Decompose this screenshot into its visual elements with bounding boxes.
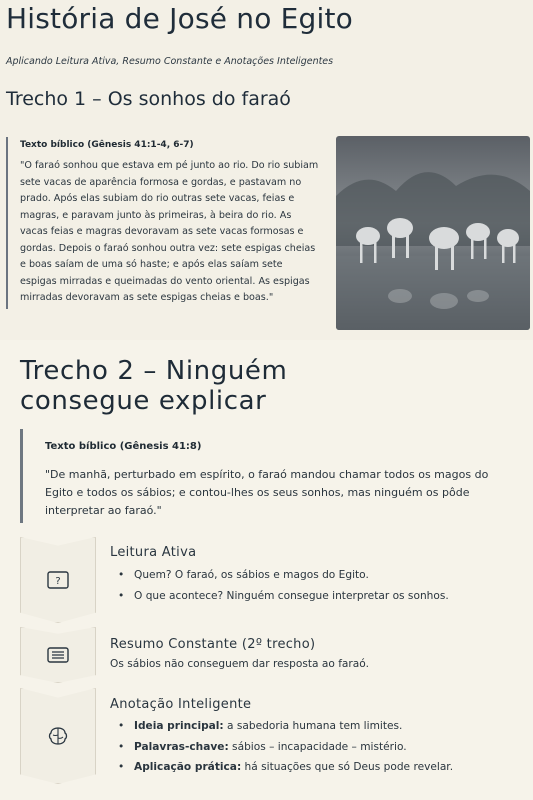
page-title: História de José no Egito xyxy=(6,2,354,35)
page-subtitle: Aplicando Leitura Ativa, Resumo Constante e Anotações Inteligentes xyxy=(6,56,334,67)
trecho1-quote xyxy=(6,137,322,309)
trecho2-text: "De manhã, perturbado em espírito, o faraó mandou chamar todos os magos do Egito e todos os sábios; e contou-lhes os seus sonhos, mas ninguém os pôde interpretar ao faraó." xyxy=(45,468,489,517)
trecho1-heading: Trecho 1 – Os sonhos do faraó xyxy=(6,88,291,110)
resumo-text: Os sábios não conseguem dar resposta ao faraó. xyxy=(110,658,369,670)
anotacao-item-text: sábios – incapacidade – mistério. xyxy=(228,740,407,753)
anotacao-item xyxy=(118,718,518,735)
brain-icon xyxy=(47,726,69,746)
leitura-item: • Quem? O faraó, os sábios e magos do Egito. xyxy=(118,567,518,584)
anotacao-item-label: Aplicação prática: xyxy=(134,761,242,773)
trecho1-reference: Texto bíblico (Gênesis 41:1-4, 6-7) xyxy=(20,140,194,150)
resumo-icon-panel xyxy=(20,627,96,683)
cows-river-image xyxy=(336,136,530,330)
question-icon xyxy=(47,571,69,589)
anotacao-item xyxy=(118,759,518,776)
leitura-item: • O que acontece? Ninguém consegue interpretar os sonhos. xyxy=(118,588,518,605)
trecho1-text: "O faraó sonhou que estava em pé junto ao rio. Do rio subiam sete vacas de aparência formosa e gordas, e pastavam no prado. Após elas subiam do rio outras sete vacas, feias e magras, e paravam junto às primeiras, à beira do rio. As vacas feias e magras devoravam as sete vacas formosas e gordas. Depois o faraó sonhou outra vez: sete espigas cheias e boas saíam de uma só haste; e após elas saíam sete espigas mirradas e queimadas do vento oriental. As espigas mirradas devoravam as sete espigas cheias e boas." xyxy=(20,160,319,303)
leitura-list xyxy=(118,567,518,608)
leitura-title: Leitura Ativa xyxy=(110,545,197,560)
trecho2-reference: Texto bíblico (Gênesis 41:8) xyxy=(45,441,202,452)
trecho2-quote xyxy=(20,429,510,523)
anotacao-item xyxy=(118,739,518,756)
resumo-title: Resumo Constante (2º trecho) xyxy=(110,637,316,652)
leitura-icon-panel xyxy=(20,537,96,623)
anotacao-list xyxy=(118,718,518,780)
anotacao-item-label: Palavras-chave: xyxy=(134,740,229,753)
anotacao-icon-panel xyxy=(20,688,96,784)
anotacao-item-label: Ideia principal: xyxy=(134,720,224,732)
anotacao-item-text: a sabedoria humana tem limites. xyxy=(223,720,403,732)
anotacao-title: Anotação Inteligente xyxy=(110,697,252,712)
trecho2-heading-line2: consegue explicar xyxy=(20,386,267,416)
trecho2-heading-line1: Trecho 2 – Ninguém xyxy=(20,356,288,386)
anotacao-item-text: há situações que só Deus pode revelar. xyxy=(241,761,454,773)
list-icon xyxy=(47,647,69,663)
svg-text:?: ? xyxy=(55,576,61,587)
trecho2-heading xyxy=(20,356,287,416)
